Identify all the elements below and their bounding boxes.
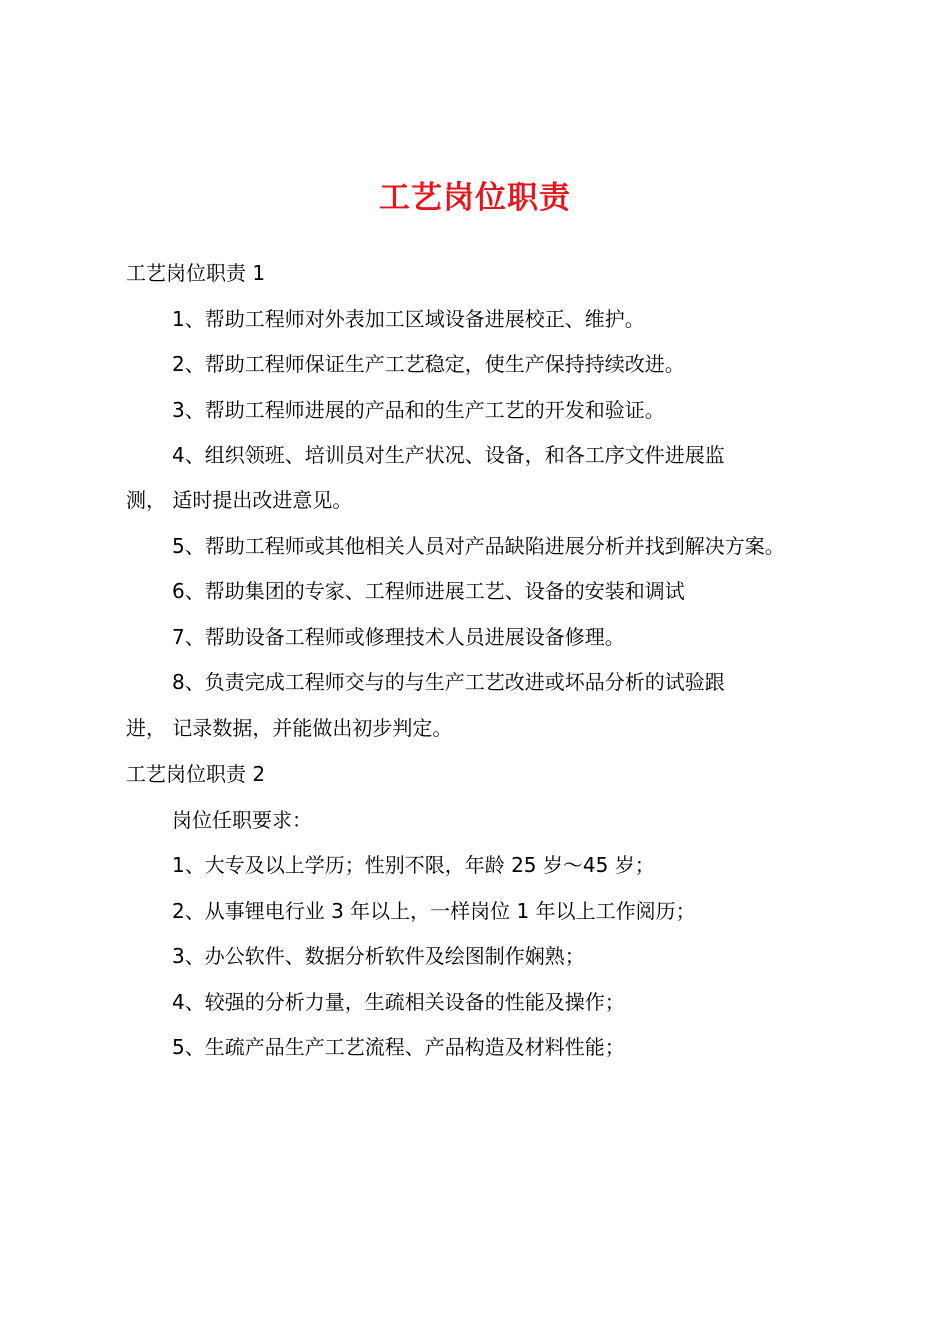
requirement-item-1: 1、大专及以上学历；性别不限，年龄 25 岁～45 岁； <box>172 853 655 877</box>
duty-item-2: 2、帮助工程师保证生产工艺稳定，使生产保持持续改进。 <box>172 352 685 376</box>
duty-item-4-continued: 测， 适时提出改进意见。 <box>126 488 353 512</box>
duty-item-4: 4、组织领班、培训员对生产状况、设备，和各工序文件进展监 <box>172 443 725 467</box>
duty-item-5: 5、帮助工程师或其他相关人员对产品缺陷进展分析并找到解决方案。 <box>172 534 785 558</box>
section-heading-1: 工艺岗位职责 1 <box>126 261 266 285</box>
requirements-intro: 岗位任职要求： <box>172 808 312 832</box>
duty-item-3: 3、帮助工程师进展的产品和的生产工艺的开发和验证。 <box>172 398 665 422</box>
requirement-item-5: 5、生疏产品生产工艺流程、产品构造及材料性能； <box>172 1035 625 1059</box>
requirement-item-4: 4、较强的分析力量，生疏相关设备的性能及操作； <box>172 990 625 1014</box>
duty-item-8-continued: 进， 记录数据，并能做出初步判定。 <box>126 716 453 740</box>
requirement-item-2: 2、从事锂电行业 3 年以上，一样岗位 1 年以上工作阅历； <box>172 899 696 923</box>
section-heading-2: 工艺岗位职责 2 <box>126 762 266 786</box>
duty-item-7: 7、帮助设备工程师或修理技术人员进展设备修理。 <box>172 625 625 649</box>
page-title: 工艺岗位职责 <box>379 180 571 216</box>
duty-item-8: 8、负责完成工程师交与的与生产工艺改进或坏品分析的试验跟 <box>172 670 725 694</box>
duty-item-1: 1、帮助工程师对外表加工区域设备进展校正、维护。 <box>172 307 645 331</box>
duty-item-6: 6、帮助集团的专家、工程师进展工艺、设备的安装和调试 <box>172 579 685 603</box>
requirement-item-3: 3、办公软件、数据分析软件及绘图制作娴熟； <box>172 944 585 968</box>
